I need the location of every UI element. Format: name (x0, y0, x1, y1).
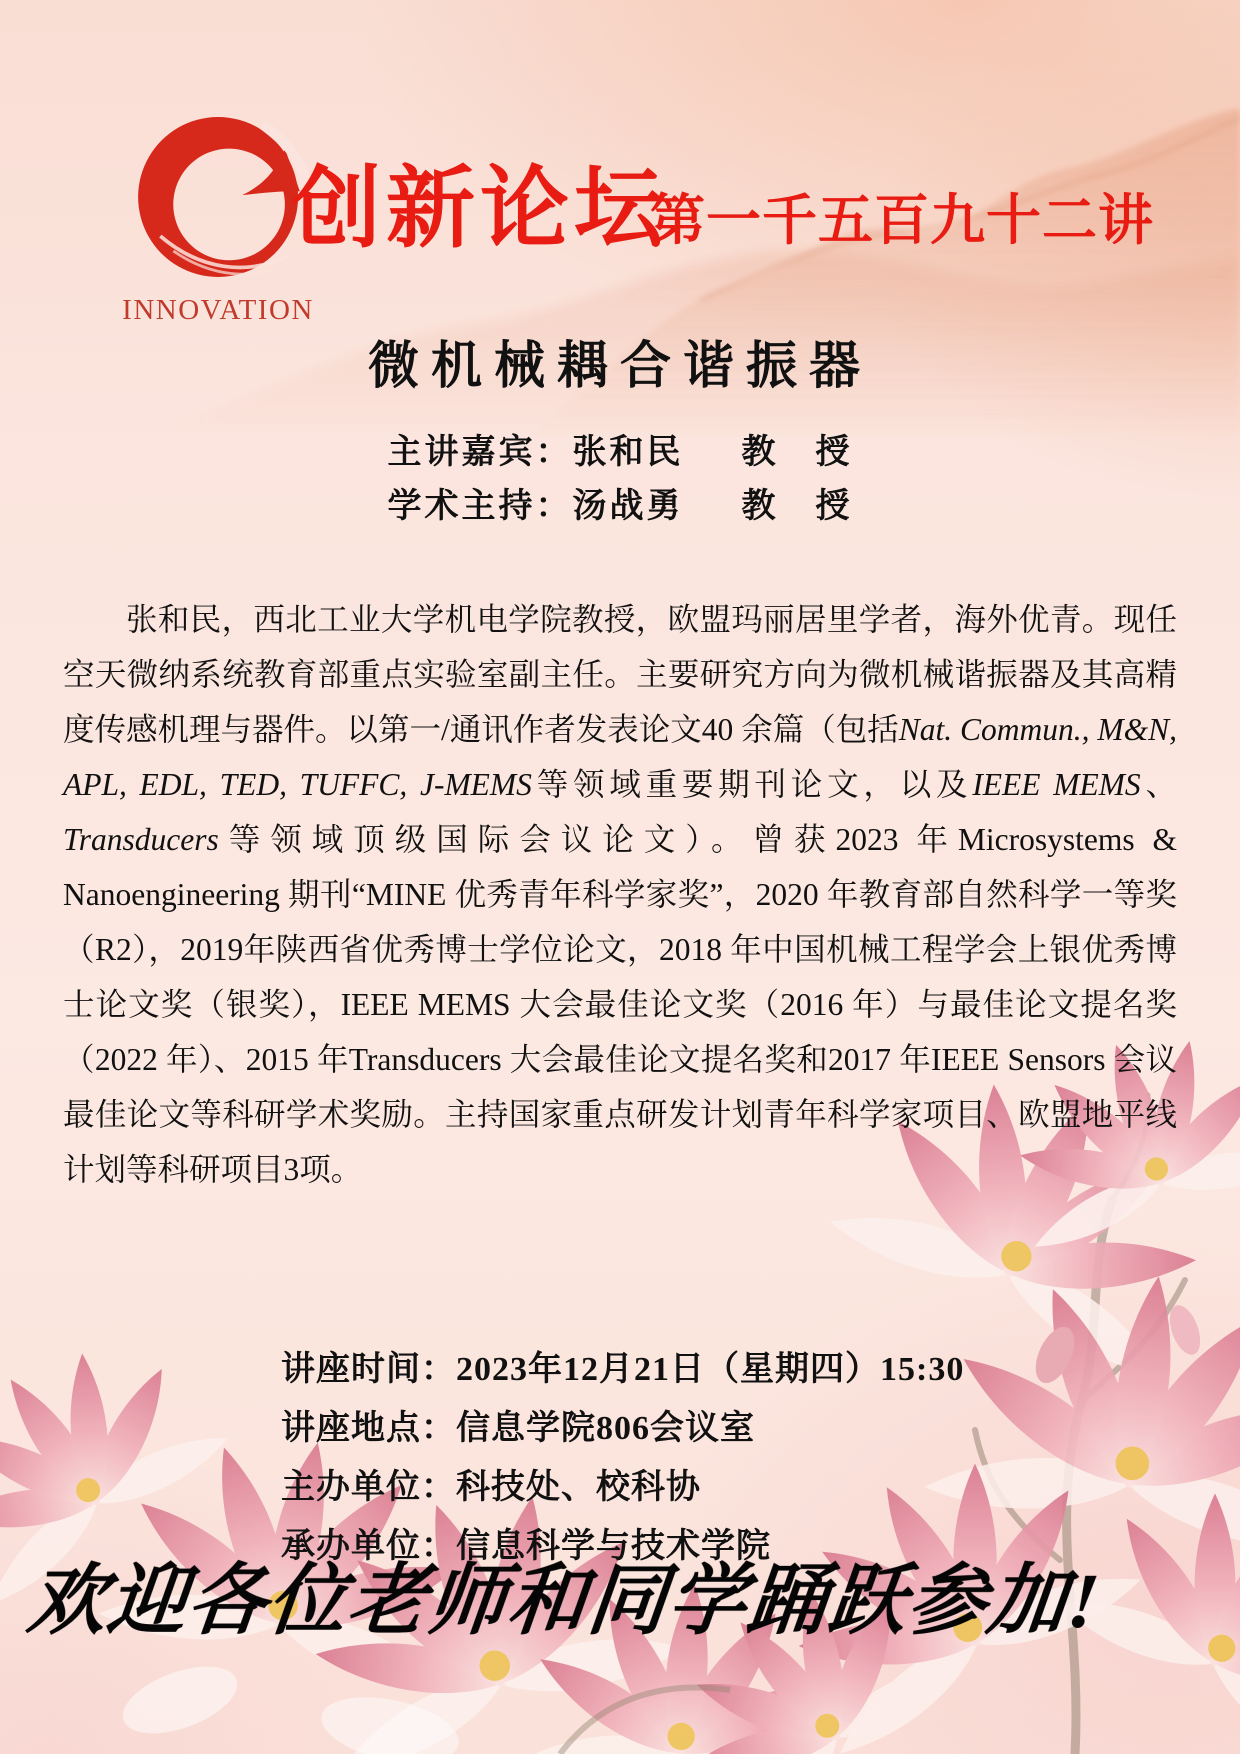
detail-value: 信息学院806会议室 (456, 1410, 755, 1447)
speaker-bio (63, 592, 1177, 1197)
speaker-rank: 教 授 (741, 488, 853, 525)
bio-journals: Nat. Commun., M&N, APL, EDL, TED, TUFFC, J-MEMS (63, 712, 1177, 802)
bio-text: 、 (1140, 767, 1177, 802)
lecture-title: 微机械耦合谐振器 (367, 339, 872, 395)
lecture-number: 第一千五百九十二讲 (650, 190, 1155, 251)
detail-row-location (281, 1399, 964, 1458)
detail-label: 承办单位： (281, 1528, 456, 1565)
welcome-message: 欢迎各位老师和同学踊跃参加! (23, 1557, 1106, 1644)
speaker-rank: 教 授 (741, 434, 853, 471)
detail-label: 讲座地点： (281, 1410, 456, 1447)
detail-value: 信息科学与技术学院 (456, 1528, 771, 1565)
detail-value: 科技处、校科协 (456, 1469, 701, 1506)
detail-label: 讲座时间： (281, 1351, 456, 1388)
detail-value: 2023年12月21日（星期四）15:30 (456, 1351, 965, 1388)
speaker-role: 主讲嘉宾： (387, 434, 573, 471)
bio-conference: Transducers (63, 822, 219, 857)
bio-conference: IEEE MEMS (972, 767, 1141, 802)
speakers-block (0, 424, 1240, 527)
bio-text: 等领域重要期刊论文，以及 (531, 767, 973, 802)
bio-text: 等领域顶级国际会议论文）。曾获2023 年Microsystems & Nanoengineering 期刊“MINE 优秀青年科学家奖”，2020 年教育部自然科学一等奖（R2），2019年陕西省优秀博士学位论文，2018 年中国机械工程学会上银优秀博士论文奖（银奖），IEEE MEMS 大会最佳论文奖（2016 年）与最佳论文提名奖（2022 年）、2015 年Transducers 大会最佳论文提名奖和2017 年IEEE Sensors 会议最佳论文等科研学术奖励。主持国家重点研发计划青年科学家项目、欧盟地平线计划等科研项目3项。 (63, 822, 1177, 1187)
speaker-row (388, 478, 853, 527)
detail-row-time (281, 1340, 964, 1399)
forum-title: 创新论坛 (292, 158, 668, 258)
detail-label: 主办单位： (281, 1469, 456, 1506)
speaker-row (388, 424, 853, 473)
bio-text: 张和民，西北工业大学机电学院教授，欧盟玛丽居里学者，海外优青。现任空天微纳系统教育部重点实验室副主任。主要研究方向为微机械谐振器及其高精度传感机理与器件。以第一/通讯作者发表论文40 余篇（包括 (63, 602, 1177, 747)
detail-row-host (281, 1458, 964, 1517)
speaker-name: 张和民 (572, 434, 684, 471)
speaker-role: 学术主持： (387, 488, 573, 525)
innovation-logo-icon (125, 104, 311, 290)
speaker-name: 汤战勇 (572, 488, 684, 525)
logo-word: INNOVATION (122, 294, 314, 326)
